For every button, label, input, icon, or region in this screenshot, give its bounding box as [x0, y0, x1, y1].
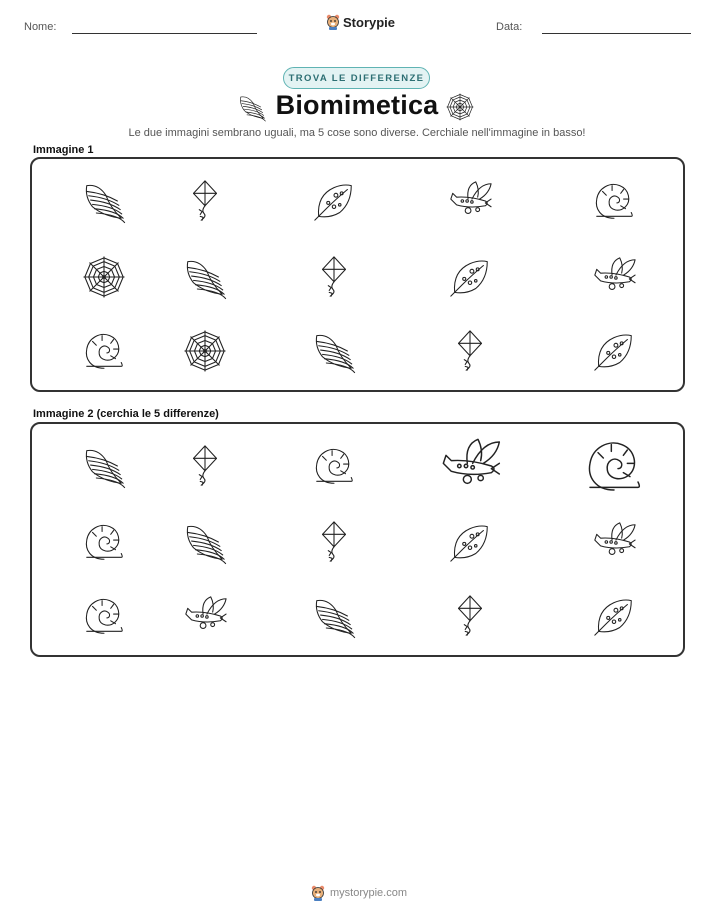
kite-icon: [182, 178, 228, 224]
page-title: Biomimetica: [275, 90, 439, 120]
kite-icon: [311, 254, 357, 300]
spiderweb-icon: [81, 254, 127, 300]
date-label: Data:: [496, 21, 523, 33]
brand-name: Storypie: [343, 14, 396, 30]
wing-icon: [311, 328, 357, 374]
image1-panel: [30, 157, 685, 392]
snail-shell-icon[interactable]: [81, 519, 127, 565]
image1-label: Immagine 1: [33, 144, 94, 156]
name-field-line[interactable]: [72, 33, 257, 34]
footer: [311, 885, 407, 901]
date-field-line[interactable]: [542, 33, 691, 34]
snail-shell-icon[interactable]: [582, 434, 646, 498]
snail-shell-icon[interactable]: [81, 593, 127, 639]
spiderweb-icon: [445, 92, 475, 122]
image2-panel[interactable]: [30, 422, 685, 657]
activity-tag: TROVA LE DIFFERENZE: [283, 67, 430, 89]
leaf-icon: [311, 178, 357, 224]
wing-icon[interactable]: [311, 593, 357, 639]
image2-label: Immagine 2 (cerchia le 5 differenze): [33, 408, 219, 420]
snail-shell-icon[interactable]: [311, 443, 357, 489]
bear-mascot-icon: [326, 14, 340, 30]
winged-plane-icon: [447, 178, 493, 224]
winged-plane-icon: [591, 254, 637, 300]
leaf-icon: [447, 254, 493, 300]
snail-shell-icon: [81, 328, 127, 374]
leaf-icon[interactable]: [591, 593, 637, 639]
kite-icon[interactable]: [182, 443, 228, 489]
spiderweb-icon: [182, 328, 228, 374]
name-label: Nome:: [24, 21, 57, 33]
leaf-icon: [591, 328, 637, 374]
footer-site: mystorypie.com: [330, 887, 408, 899]
instructions-text: Le due immagini sembrano uguali, ma 5 cose sono diverse. Cerchiale nell'immagine in basso!: [128, 127, 586, 139]
leaf-icon[interactable]: [447, 519, 493, 565]
wing-icon: [182, 254, 228, 300]
brand-logo: [326, 14, 395, 30]
winged-plane-icon[interactable]: [591, 519, 637, 565]
kite-icon[interactable]: [311, 519, 357, 565]
winged-plane-icon[interactable]: [182, 593, 228, 639]
bear-mascot-icon: [311, 885, 325, 901]
wing-icon: [81, 178, 127, 224]
wing-icon[interactable]: [182, 519, 228, 565]
kite-icon: [447, 328, 493, 374]
kite-icon[interactable]: [447, 593, 493, 639]
snail-shell-icon: [591, 178, 637, 224]
winged-plane-icon[interactable]: [438, 434, 502, 498]
wing-icon[interactable]: [81, 443, 127, 489]
